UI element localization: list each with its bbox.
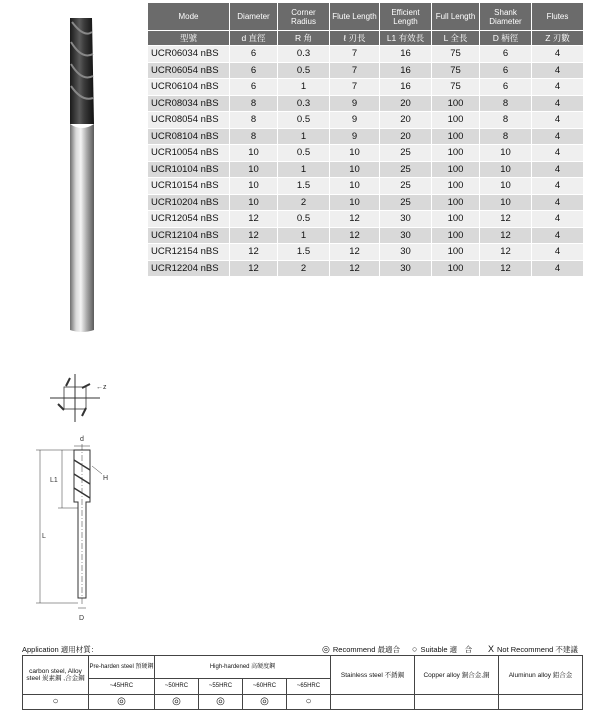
rating-60hrc: ◎ [243,695,287,710]
material-stainless-steel: Stainless steel 不銹鋼 [331,656,415,695]
subheader-cell: d 直徑 [230,31,278,46]
spec-cell: 6 [480,46,532,63]
spec-row [148,145,584,162]
spec-cell: 6 [480,62,532,79]
spec-cell: 6 [480,79,532,96]
spec-row [148,227,584,244]
header-mode: Mode [148,3,230,31]
rating-copper [415,695,499,710]
spec-cell: 10 [480,178,532,195]
rating-55hrc: ◎ [199,695,243,710]
spec-cell: 4 [532,128,584,145]
subheader-cell: L1 有效長 [380,31,432,46]
spec-cell: 9 [330,112,380,129]
spec-cell: 4 [532,260,584,277]
spec-cell: 25 [380,145,432,162]
spec-cell: 1 [278,79,330,96]
application-rating-row [23,695,583,710]
application-title: Application 適用材質： [22,645,99,654]
spec-cell: 0.5 [278,112,330,129]
spec-cell: 12 [330,211,380,228]
hardness-50hrc: ~50HRC [155,679,199,695]
material-carbon-steel: carbon steel, Alloy steel 炭素鋼 ,合金鋼 [23,656,89,695]
spec-cell: 4 [532,145,584,162]
model-cell: UCR06104 nBS [148,79,230,96]
end-view-z-label: ←z [96,384,107,391]
spec-row [148,178,584,195]
spec-cell: 75 [432,46,480,63]
model-cell: UCR10154 nBS [148,178,230,195]
spec-cell: 4 [532,194,584,211]
spec-cell: 4 [532,112,584,129]
spec-cell: 7 [330,62,380,79]
spec-cell: 4 [532,95,584,112]
model-cell: UCR10054 nBS [148,145,230,162]
spec-cell: 30 [380,227,432,244]
dim-l1-label: L1 [50,477,58,484]
model-cell: UCR06054 nBS [148,62,230,79]
spec-cell: 10 [230,161,278,178]
header-flutes: Flutes [532,3,584,31]
spec-cell: 25 [380,178,432,195]
spec-cell: 10 [330,145,380,162]
spec-cell: 6 [230,79,278,96]
spec-row [148,128,584,145]
spec-cell: 2 [278,260,330,277]
hardness-65hrc: ~65HRC [287,679,331,695]
legend-text: Not Recommend 不建議 [497,645,578,654]
spec-cell: 8 [480,112,532,129]
spec-cell: 0.3 [278,46,330,63]
spec-row [148,260,584,277]
header-flute-length: Flute Length [330,3,380,31]
spec-cell: 10 [480,194,532,211]
rating-carbon: ○ [23,695,89,710]
spec-cell: 6 [230,46,278,63]
dim-d-shank-label: D [79,615,85,622]
spec-cell: 0.3 [278,95,330,112]
rating-45hrc: ◎ [89,695,155,710]
dim-h-label: H [103,475,109,482]
spec-cell: 1 [278,128,330,145]
spec-cell: 8 [230,128,278,145]
model-cell: UCR08034 nBS [148,95,230,112]
spec-table [147,2,584,277]
subheader-cell: L 全長 [432,31,480,46]
spec-row [148,194,584,211]
spec-cell: 8 [230,112,278,129]
spec-cell: 12 [330,227,380,244]
spec-cell: 4 [532,62,584,79]
material-high-hardened: High-hardened 高硬度鋼 [155,656,331,679]
spec-cell: 12 [480,227,532,244]
legend-text: Suitable 適 合 [420,645,473,654]
spec-cell: 10 [480,161,532,178]
spec-cell: 16 [380,79,432,96]
spec-cell: 4 [532,79,584,96]
end-mill-image [62,12,104,334]
spec-cell: 100 [432,145,480,162]
spec-cell: 10 [230,145,278,162]
spec-cell: 1.5 [278,178,330,195]
spec-cell: 0.5 [278,211,330,228]
material-pre-harden-steel: Pre-harden steel 預硬鋼 [89,656,155,679]
spec-cell: 12 [230,260,278,277]
spec-cell: 1 [278,227,330,244]
dim-d-label: d [80,436,84,443]
legend-text: Recommend 最適合 [332,645,400,654]
spec-cell: 4 [532,178,584,195]
spec-cell: 100 [432,244,480,261]
spec-row [148,161,584,178]
application-table [22,655,583,710]
spec-cell: 12 [480,244,532,261]
header-efficient-length: Efficient Length [380,3,432,31]
spec-row [148,211,584,228]
legend-suitable [412,644,472,655]
spec-row [148,244,584,261]
spec-cell: 9 [330,95,380,112]
spec-cell: 25 [380,194,432,211]
spec-cell: 25 [380,161,432,178]
model-cell: UCR08054 nBS [148,112,230,129]
spec-cell: 100 [432,260,480,277]
model-cell: UCR06034 nBS [148,46,230,63]
spec-row [148,62,584,79]
legend-not-recommend [488,644,578,655]
hardness-45hrc: ~45HRC [89,679,155,695]
subheader-cell: D 柄徑 [480,31,532,46]
spec-cell: 30 [380,244,432,261]
spec-cell: 10 [330,161,380,178]
side-view-drawing [36,444,102,608]
model-cell: UCR12104 nBS [148,227,230,244]
spec-cell: 12 [480,260,532,277]
spec-cell: 100 [432,128,480,145]
spec-cell: 10 [480,145,532,162]
spec-cell: 20 [380,112,432,129]
spec-cell: 75 [432,79,480,96]
spec-cell: 4 [532,161,584,178]
spec-cell: 1 [278,161,330,178]
suitable-symbol: ○ [412,644,418,654]
subheader-cell: ℓ 刃長 [330,31,380,46]
dim-l-label: L [42,533,46,540]
header-corner-radius: Corner Radius [278,3,330,31]
spec-cell: 100 [432,112,480,129]
spec-cell: 7 [330,79,380,96]
spec-cell: 100 [432,194,480,211]
rating-65hrc: ○ [287,695,331,710]
material-aluminum-alloy: Aluminun alloy 鋁合金 [499,656,583,695]
subheader-cell: R 角 [278,31,330,46]
spec-cell: 12 [230,244,278,261]
spec-cell: 4 [532,227,584,244]
model-cell: UCR10204 nBS [148,194,230,211]
spec-cell: 8 [480,128,532,145]
spec-cell: 12 [330,244,380,261]
spec-cell: 30 [380,211,432,228]
spec-row [148,95,584,112]
spec-cell: 16 [380,62,432,79]
spec-cell: 0.5 [278,62,330,79]
spec-cell: 100 [432,178,480,195]
spec-cell: 10 [230,178,278,195]
rating-stainless [331,695,415,710]
spec-cell: 100 [432,95,480,112]
spec-cell: 100 [432,211,480,228]
header-shank-diameter: Shank Diameter [480,3,532,31]
model-cell: UCR12054 nBS [148,211,230,228]
header-full-length: Full Length [432,3,480,31]
spec-row [148,46,584,63]
model-cell: UCR12204 nBS [148,260,230,277]
spec-cell: 4 [532,46,584,63]
not-recommend-symbol: X [488,644,495,654]
spec-cell: 12 [480,211,532,228]
spec-cell: 8 [480,95,532,112]
legend-recommend [322,644,400,655]
spec-cell: 100 [432,161,480,178]
model-cell: UCR10104 nBS [148,161,230,178]
spec-cell: 10 [230,194,278,211]
spec-header-row [148,3,584,31]
spec-cell: 6 [230,62,278,79]
technical-drawing [0,360,160,630]
spec-cell: 8 [230,95,278,112]
spec-cell: 12 [230,211,278,228]
spec-cell: 0.5 [278,145,330,162]
spec-cell: 4 [532,244,584,261]
spec-cell: 12 [330,260,380,277]
header-diameter: Diameter [230,3,278,31]
spec-cell: 7 [330,46,380,63]
spec-cell: 1.5 [278,244,330,261]
spec-cell: 2 [278,194,330,211]
spec-cell: 100 [432,227,480,244]
spec-cell: 20 [380,128,432,145]
recommend-symbol: ◎ [322,644,330,654]
spec-cell: 75 [432,62,480,79]
rating-aluminum [499,695,583,710]
spec-cell: 4 [532,211,584,228]
spec-cell: 20 [380,95,432,112]
subheader-cell: Z 刃數 [532,31,584,46]
spec-row [148,79,584,96]
spec-cell: 30 [380,260,432,277]
spec-cell: 12 [230,227,278,244]
end-view-drawing [50,374,100,422]
material-copper-alloy: Copper alloy 銅合金,銅 [415,656,499,695]
rating-50hrc: ◎ [155,695,199,710]
spec-cell: 10 [330,194,380,211]
spec-cell: 10 [330,178,380,195]
spec-cell: 16 [380,46,432,63]
hardness-60hrc: ~60HRC [243,679,287,695]
spec-cell: 9 [330,128,380,145]
spec-subheader-row [148,31,584,46]
model-cell: UCR12154 nBS [148,244,230,261]
hardness-55hrc: ~55HRC [199,679,243,695]
spec-row [148,112,584,129]
subheader-cell: 型號 [148,31,230,46]
model-cell: UCR08104 nBS [148,128,230,145]
application-header-row [23,656,583,679]
